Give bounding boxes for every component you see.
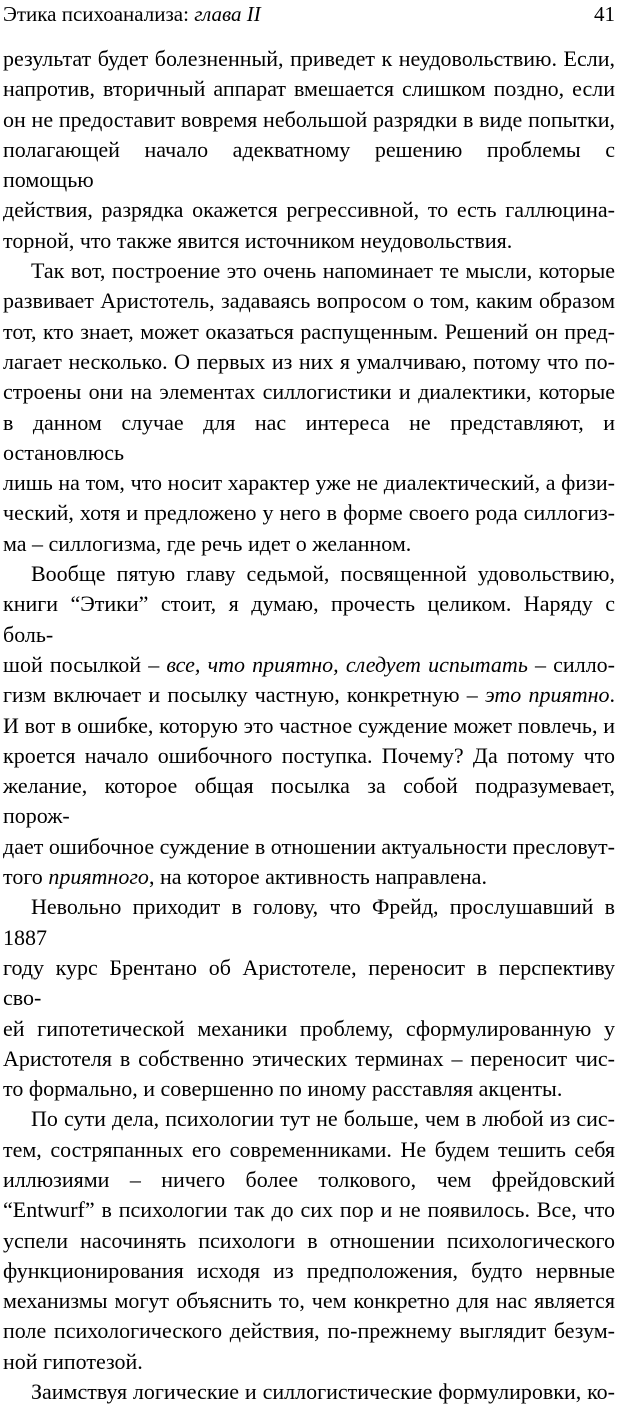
text-line: дает ошибочное суждение в отношении актуальности пресловут- — [3, 833, 615, 859]
italic-word: приятного — [48, 864, 149, 890]
text-line: кроется начало ошибочного поступка. Почему? Да потому что — [3, 742, 615, 768]
text-line: полагающей начало адекватному решению проблемы с помощью — [3, 136, 615, 193]
page-number: 41 — [594, 2, 615, 26]
text-line: напротив, вторичный аппарат вмешается слишком поздно, если — [3, 76, 615, 102]
italic-quote: все, что приятно, следует испытать — [166, 651, 528, 677]
text-line: году курс Брентано об Аристотеле, переносит в перспективу сво- — [3, 954, 615, 1011]
paragraph-continued — [3, 953, 615, 1074]
text-line: лагает несколько. О первых из них я умалчиваю, потому что по- — [3, 348, 615, 374]
text-line: шой посылкой – все, что приятно, следует испытать – силло- — [3, 651, 615, 677]
paragraph: Так вот, построение это очень напоминает те мысли, которые — [31, 258, 615, 284]
text-line: успели насочинять психологи в отношении психологического — [3, 1227, 615, 1253]
running-head-title: Этика психоанализа: — [3, 2, 195, 26]
paragraph: По сути дела, психологии тут не больше, чем в любой из сис- — [31, 1106, 615, 1132]
paragraph-last-line — [3, 529, 615, 559]
text-line: ма – силлогизма, где речь идет о желанном. — [3, 530, 412, 556]
text-line: иллюзиями – ничего более толкового, чем фрейдовский — [3, 1166, 615, 1192]
running-head — [3, 0, 615, 28]
text-line: механизмы могут объяснить то, чем конкретно для нас является — [3, 1288, 615, 1314]
running-head-chapter: глава II — [194, 2, 261, 26]
text-line: ной гипотезой. — [3, 1348, 143, 1374]
paragraph-continued — [3, 1135, 615, 1347]
paragraph-continued — [3, 589, 615, 862]
paragraph-last-line — [3, 862, 615, 892]
text-line: ческий, хотя и предложено у него в форме своего рода силлогиз- — [3, 500, 615, 526]
paragraph-last-line — [3, 1347, 615, 1377]
paragraph-last-line — [3, 1074, 615, 1104]
text-line: лишь на том, что носит характер уже не диалектический, а физи- — [3, 470, 615, 496]
text-line: поле психологического действия, по-прежнему выглядит безум- — [3, 1318, 615, 1344]
paragraph-last-line — [3, 226, 615, 256]
paragraph-continued — [3, 286, 615, 528]
text-line: то формально, и совершенно по иному расставляя акценты. — [3, 1076, 563, 1102]
italic-quote: это приятно — [484, 682, 610, 708]
text-line: Аристотеля в собственно этических терминах – переносит чис- — [3, 1045, 615, 1071]
body-text — [3, 44, 615, 1407]
text-line: функционирования исходя из предположения, будто нервные — [3, 1257, 615, 1283]
text-line: он не предоставит вовремя небольшой разрядки в виде попытки, — [3, 106, 615, 132]
text-line: развивает Аристотель, задаваясь вопросом о том, каким образом — [3, 288, 615, 314]
paragraph: Заимствуя логические и силлогистические формулировки, ко- — [31, 1379, 615, 1405]
text-line: результат будет болезненный, приведет к неудовольствию. Если, — [3, 46, 615, 71]
text-line: строены они на элементах силлогистики и диалектики, которые — [3, 379, 615, 405]
text-line: в данном случае для нас интереса не представляют, и остановлюсь — [3, 409, 615, 465]
paragraph: Невольно приходит в голову, что Фрейд, прослушавший в 1887 — [3, 894, 615, 950]
text-line: гизм включает и посылку частную, конкретную – это приятно. — [3, 682, 616, 708]
text-line: торной, что также явится источником неудовольствия. — [3, 227, 513, 253]
text-line: “Entwurf” в психологии так до сих пор и не появилось. Все, что — [3, 1197, 615, 1223]
text-line: желание, которое общая посылка за собой подразумевает, порож- — [3, 773, 615, 829]
text-line: тот, кто знает, может оказаться распущенным. Решений он пред- — [3, 318, 615, 344]
text-line: того приятного, на которое активность направлена. — [3, 864, 487, 890]
text-line: действия, разрядка окажется регрессивной, то есть галлюцина- — [3, 197, 615, 223]
text-line: ей гипотетической механики проблему, сформулированную у — [3, 1015, 615, 1041]
text-line: И вот в ошибке, которую это частное суждение может повлечь, и — [3, 712, 615, 738]
text-line: тем, состряпанных его современниками. Не будем тешить себя — [3, 1136, 615, 1162]
text-line: книги “Этики” стоит, я думаю, прочесть целиком. Наряду с боль- — [3, 591, 615, 647]
paragraph — [3, 44, 615, 226]
paragraph: Вообще пятую главу седьмой, посвященной удовольствию, — [31, 561, 615, 587]
